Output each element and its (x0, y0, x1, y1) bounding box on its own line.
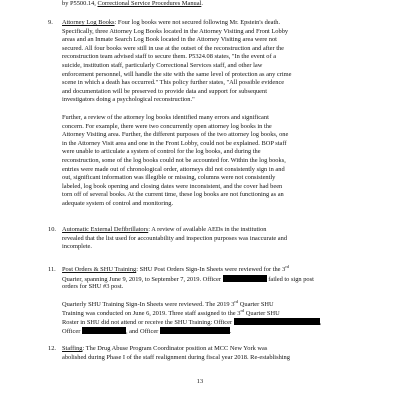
section-9-line-1: Attorney Log Books: Four log books were not secured following Mr. Epstein's death. (62, 19, 281, 26)
section-9-p2-line: concern. For example, there were two concurrently open attorney log books in the (62, 122, 272, 130)
section-11-p2-line-3: Roster in SHU did not attend or receive the SHU Training: Officer , (62, 319, 322, 327)
section-11-p2-line-1: Quarterly SHU Training Sign-In Sheets were reviewed. The 2019 3rd Quarter SHU (62, 298, 274, 308)
section-9-p2-line: in the Attorney Visit area and one in the Front Lobby, could not be explained. BOP staff (62, 139, 287, 147)
top-fragment-line: by P5500.14, Correctional Service Procedures Manual. (62, 0, 203, 7)
section-9-line: areas and an Inmate Search Log Book located in the Attorney Visiting area were not (62, 36, 277, 44)
section-9-p2-line: out, significant information was illegible or missing, columns were not consistently (62, 174, 276, 182)
top-fragment-text: by P5500.14, (62, 0, 98, 7)
section-9-p2-line: Further, a review of the attorney log books identified many errors and significant (62, 114, 269, 121)
section-9-line: and documentation will be preserved to provide data and support for subsequent (62, 87, 267, 95)
section-9-line: investigators doing a psychological reconstruction." (62, 96, 195, 104)
section-11-line-3: orders for SHU #3 post. (62, 283, 124, 291)
section-11-number: 11. (48, 266, 56, 273)
section-9-line: enforcement personnel, will handle the site with the same level of protection as any crime (62, 70, 292, 78)
manual-reference: Correctional Service Procedures Manual (97, 0, 202, 7)
redaction-block (160, 327, 230, 334)
section-12-line-1: Staffing: The Drug Abuse Program Coordinator position at MCC New York was (62, 345, 268, 352)
section-12-number: 12. (48, 345, 56, 352)
section-9-line: suicide, institution staff, particularly Correctional Services staff, and other law (62, 62, 263, 69)
section-9-line: secured. All four books were still in use at the outset of the reconstruction and after the (62, 44, 285, 52)
section-11-heading: Post Orders & SHU Training (62, 266, 137, 273)
redaction-block (234, 318, 320, 325)
section-11-line-2: Quarter, spanning June 9, 2019, to September 7, 2019. Officer failed to sign post (62, 275, 314, 283)
section-9-p2-line: adequate system of control and monitoring. (62, 200, 174, 207)
section-10-line: incomplete. (62, 243, 92, 251)
section-12-line: abolished during Phase I of the staff realignment during fiscal year 2018. Re-establishing (62, 353, 290, 361)
section-10-heading: Automatic External Defibrillators (62, 226, 149, 233)
section-12-heading: Staffing (62, 345, 83, 352)
section-10-line-1: Automatic External Defibrillators: A review of available AEDs in the institution (62, 226, 267, 233)
section-9-p2-line: entries were made out of chronological order, attorneys did not consistently sign in and (62, 165, 285, 173)
section-11-line-1: Post Orders & SHU Training: SHU Post Orders Sign-In Sheets were reviewed for the 3rd (62, 263, 290, 273)
section-9-number: 9. (48, 19, 53, 26)
section-9-p2-line: reconstruction, some of the log books could not be accounted for. Within the log books, (62, 157, 286, 164)
section-9-heading: Attorney Log Books (62, 19, 115, 26)
redaction-block (82, 327, 126, 334)
section-11-p2-line-4: Officer , and Officer . (62, 327, 232, 335)
section-9-p2-line: were unable to articulate a system of control for the log books, and during the (62, 148, 261, 156)
section-9-p2-line: torn off of several books. At the current time, these log books are not functioning as an (62, 191, 284, 199)
section-9-line: reconstruction team advised staff to secure them. P5324.08 states, "In the event of a (62, 53, 277, 61)
section-9-p2-line: labeled, log book opening and closing dates were inconsistent, and the cover had been (62, 182, 283, 190)
section-10-number: 10. (48, 226, 56, 233)
section-9-line: scene in which a death has occurred." This policy further states, "All possible evidence (62, 79, 285, 87)
section-9-p2-line: Attorney Visiting area. Further, the different purposes of the two attorney log books, one (62, 131, 289, 139)
section-10-line: revealed that the list used for accountability and inspection purposes was inaccurate and (62, 234, 288, 242)
page-number: 13 (196, 378, 204, 385)
section-11-p2-line-2: Training was conducted on June 6, 2019. Three staff assigned to the 3rd Quarter SHU (62, 307, 280, 317)
redaction-block (223, 275, 267, 282)
section-9-line: Specifically, three Attorney Log Books located in the Attorney Visiting and Front Lobby (62, 27, 289, 35)
